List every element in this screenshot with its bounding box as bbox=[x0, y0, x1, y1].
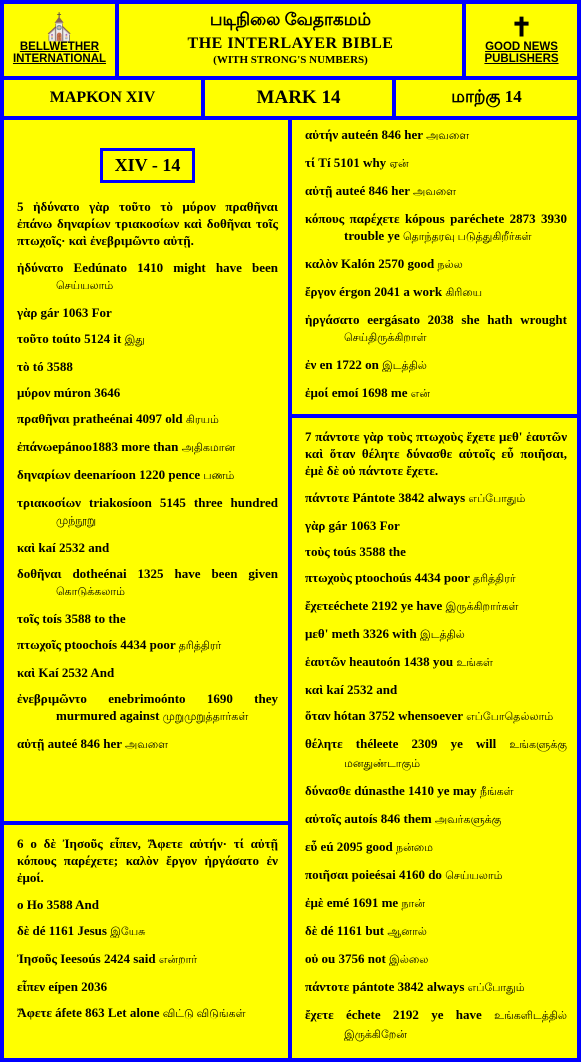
entry-tamil: தரித்திரர் bbox=[472, 573, 516, 585]
entry-tamil: உங்களுக்கு மனதுண்டாகும் bbox=[344, 739, 567, 770]
entry-tamil: நான் bbox=[401, 898, 425, 910]
entry-tamil: எப்போதெல்லாம் bbox=[466, 711, 554, 723]
verse-7-panel bbox=[292, 418, 577, 1058]
entry-greek-english: ὅταν hótan 3752 whensoever bbox=[305, 708, 463, 723]
entry-greek-english: αὐτῇ auteé 846 her bbox=[305, 183, 410, 198]
word-entry bbox=[17, 735, 278, 754]
word-entry bbox=[305, 182, 567, 201]
word-entry bbox=[17, 330, 278, 349]
word-entry bbox=[305, 1006, 567, 1044]
word-entry bbox=[305, 735, 567, 773]
entry-greek-english: ἔργον érgon 2041 a work bbox=[305, 284, 443, 299]
word-entry bbox=[17, 565, 278, 601]
word-entry bbox=[305, 154, 567, 173]
bellwether-emblem-icon: ⛪ bbox=[43, 13, 76, 42]
entry-tamil: கிரியை bbox=[445, 287, 483, 299]
entry-greek-english: τί Tí 5101 why bbox=[305, 155, 387, 170]
word-entry bbox=[305, 283, 567, 302]
word-entry bbox=[305, 489, 567, 508]
word-entry bbox=[17, 438, 278, 457]
entry-greek-english: εἶπεν eípen 2036 bbox=[17, 979, 108, 994]
entry-tamil: உங்கள் bbox=[456, 657, 493, 669]
bellwether-line1: BELLWETHER bbox=[19, 41, 100, 53]
entry-greek-english: ἑαυτῶν heautoón 1438 you bbox=[305, 654, 454, 669]
word-entry bbox=[305, 866, 567, 885]
word-entry bbox=[17, 690, 278, 726]
word-entry bbox=[305, 838, 567, 857]
word-entry bbox=[17, 978, 278, 995]
entry-greek-english: αὐτῇ auteé 846 her bbox=[17, 736, 122, 751]
word-entry bbox=[17, 410, 278, 429]
verse-6-entries bbox=[17, 896, 278, 1023]
entry-tamil: விட்டு விடுங்கள் bbox=[162, 1008, 246, 1020]
entry-tamil: செய்யலாம் bbox=[445, 870, 503, 882]
chapter-label: XIV - 14 bbox=[100, 148, 196, 183]
word-entry bbox=[17, 664, 278, 681]
entry-greek-english: τοὺς toús 3588 the bbox=[305, 544, 406, 559]
entry-tamil: அவளை bbox=[413, 186, 457, 198]
entry-tamil: பணம் bbox=[203, 470, 235, 482]
entry-greek-english: ἐνεβριμῶντο enebrimoónto 1690 they murmured against bbox=[17, 691, 278, 723]
entry-tamil: உங்களிடத்தில் இருக்கிறேன் bbox=[344, 1010, 567, 1041]
entry-greek-english: πτωχοὺς ptoochoús 4434 poor bbox=[305, 570, 470, 585]
title-english: THE INTERLAYER BIBLE bbox=[187, 35, 394, 52]
entry-greek-english: τριακοσίων triakosíoon 5145 three hundred bbox=[17, 495, 278, 510]
entry-greek-english: ἔχετε échete 2192 ye have bbox=[305, 1007, 482, 1022]
entry-greek-english: καὶ Kaí 2532 And bbox=[17, 665, 115, 680]
bellwether-line2: INTERNATIONAL bbox=[12, 53, 107, 65]
book-tamil-label: மாற்கு 14 bbox=[451, 87, 522, 106]
verse-5-panel bbox=[4, 120, 288, 821]
entry-greek-english: τοῦτο toúto 5124 it bbox=[17, 331, 122, 346]
word-entry bbox=[17, 1004, 278, 1023]
entry-greek-english: δηναρίων deenaríoon 1220 pence bbox=[17, 467, 201, 482]
entry-greek-english: γὰρ gár 1063 For bbox=[305, 518, 400, 533]
entry-greek-english: τοῖς toís 3588 to the bbox=[17, 611, 126, 626]
word-entry bbox=[305, 210, 567, 246]
entry-tamil: ஏன் bbox=[389, 158, 409, 170]
word-entry bbox=[305, 517, 567, 534]
word-entry bbox=[305, 597, 567, 616]
entry-greek-english: ἐν en 1722 on bbox=[305, 357, 379, 372]
entry-greek-english: τὸ tó 3588 bbox=[17, 359, 73, 374]
entry-greek-english: ἠργάσατο eergásato 2038 she hath wrought bbox=[305, 312, 567, 327]
entry-tamil: அவளை bbox=[426, 130, 470, 142]
entry-tamil: நல்ல bbox=[437, 259, 463, 271]
word-entry bbox=[305, 356, 567, 375]
book-english-label: MARK 14 bbox=[256, 87, 341, 108]
verse-7-text: 7 πάντοτε γὰρ τοὺς πτωχοὺς ἔχετε μεθ' ἑαυτῶν καὶ ὅταν θέλητε δύνασθε αὐτοῖς εὖ ποιῆσαι, ἐμὲ δὲ οὐ πάντοτε ἔχετε. bbox=[305, 429, 567, 478]
entry-tamil: செய்யலாம் bbox=[56, 280, 114, 292]
entry-tamil: இருக்கிறார்கள் bbox=[445, 601, 519, 613]
entry-greek-english: δὲ dé 1161 Jesus bbox=[17, 923, 107, 938]
title-tamil: படிநிலை வேதாகமம் bbox=[209, 10, 372, 29]
entry-greek-english: καὶ kaí 2532 and bbox=[305, 682, 398, 697]
word-entry bbox=[305, 625, 567, 644]
title-subtitle: (WITH STRONG'S NUMBERS) bbox=[213, 54, 368, 66]
entry-greek-english: μεθ' meth 3326 with bbox=[305, 626, 417, 641]
verse-6b-entries bbox=[305, 126, 567, 403]
entry-tamil: இயேசு bbox=[110, 926, 146, 938]
word-entry bbox=[305, 810, 567, 829]
entry-tamil: இல்லை bbox=[389, 954, 429, 966]
good-news-line2: PUBLISHERS bbox=[484, 53, 559, 65]
entry-greek-english: ἐμοί emoí 1698 me bbox=[305, 385, 408, 400]
entry-tamil: இடத்தில் bbox=[420, 629, 465, 641]
entry-tamil: தரித்திரர் bbox=[178, 640, 222, 652]
entry-greek-english: πτωχοῖς ptoochoís 4434 poor bbox=[17, 637, 176, 652]
entry-tamil: முறுமுறுத்தார்கள் bbox=[162, 711, 249, 723]
entry-greek-english: ποιῆσαι poieésai 4160 do bbox=[305, 867, 442, 882]
word-entry bbox=[305, 543, 567, 560]
entry-tamil: இடத்தில் bbox=[382, 360, 427, 372]
good-news-logo bbox=[466, 4, 577, 76]
entry-greek-english: ἠδύνατο Eedúnato 1410 might have been bbox=[17, 260, 278, 275]
entry-tamil: எப்போதும் bbox=[467, 982, 525, 994]
word-entry bbox=[305, 311, 567, 347]
word-entry bbox=[17, 358, 278, 375]
word-entry bbox=[305, 569, 567, 588]
word-entry bbox=[17, 950, 278, 969]
verse-6-continued-panel bbox=[292, 120, 577, 414]
entry-tamil: கிரயம் bbox=[185, 414, 219, 426]
entry-greek-english: θέλητε théleete 2309 ye will bbox=[305, 736, 497, 751]
verse-5-entries bbox=[17, 259, 278, 754]
entry-greek-english: μύρον múron 3646 bbox=[17, 385, 121, 400]
entry-greek-english: οὐ ou 3756 not bbox=[305, 951, 386, 966]
entry-greek-english: ο Ho 3588 And bbox=[17, 897, 99, 912]
book-tamil bbox=[396, 80, 577, 116]
word-entry bbox=[305, 681, 567, 698]
verse-6-panel bbox=[4, 825, 288, 1058]
entry-tamil: இது bbox=[124, 334, 145, 346]
word-entry bbox=[17, 896, 278, 913]
word-entry bbox=[17, 384, 278, 401]
entry-tamil: நீங்கள் bbox=[479, 786, 514, 798]
word-entry bbox=[17, 636, 278, 655]
verse-7-entries bbox=[305, 489, 567, 1044]
entry-greek-english: αὐτήν auteén 846 her bbox=[305, 127, 423, 142]
word-entry bbox=[305, 653, 567, 672]
word-entry bbox=[17, 304, 278, 321]
entry-greek-english: ἐπάνωepánoo1883 more than bbox=[17, 439, 179, 454]
word-entry bbox=[17, 259, 278, 295]
entry-tamil: அவளை bbox=[125, 739, 169, 751]
word-entry bbox=[17, 494, 278, 530]
entry-tamil: என்றார் bbox=[158, 954, 198, 966]
entry-tamil: கொடுக்கலாம் bbox=[56, 586, 125, 598]
entry-greek-english: Ἰησοῦς Ieesoús 2424 said bbox=[17, 951, 156, 966]
entry-tamil: அதிகமான bbox=[181, 442, 236, 454]
entry-greek-english: ἐμὲ emé 1691 me bbox=[305, 895, 399, 910]
word-entry bbox=[17, 610, 278, 627]
entry-tamil: என் bbox=[410, 388, 431, 400]
word-entry bbox=[305, 950, 567, 969]
entry-greek-english: δὲ dé 1161 but bbox=[305, 923, 385, 938]
entry-greek-english: γὰρ gár 1063 For bbox=[17, 305, 112, 320]
word-entry bbox=[305, 384, 567, 403]
entry-greek-english: ἔχετεéchete 2192 ye have bbox=[305, 598, 443, 613]
entry-tamil: செய்திருக்கிறாள் bbox=[344, 332, 427, 344]
entry-greek-english: καλὸν Kalón 2570 good bbox=[305, 256, 435, 271]
entry-tamil: நன்மை bbox=[396, 842, 434, 854]
word-entry bbox=[17, 466, 278, 485]
entry-greek-english: εὖ eú 2095 good bbox=[305, 839, 393, 854]
entry-greek-english: κόπους παρέχετε kópous paréchete 2873 3930 trouble ye bbox=[305, 211, 567, 243]
entry-greek-english: πραθῆναι pratheénai 4097 old bbox=[17, 411, 183, 426]
word-entry bbox=[17, 922, 278, 941]
entry-greek-english: αὐτοῖς autoís 846 them bbox=[305, 811, 432, 826]
entry-tamil: அவர்களுக்கு bbox=[434, 814, 502, 826]
entry-tamil: முந்நூறு bbox=[56, 515, 97, 527]
entry-greek-english: πάντοτε Pántote 3842 always bbox=[305, 490, 466, 505]
entry-tamil: ஆனால் bbox=[387, 926, 427, 938]
book-english bbox=[205, 80, 392, 116]
entry-greek-english: καὶ kaí 2532 and bbox=[17, 540, 110, 555]
word-entry bbox=[305, 894, 567, 913]
verse-6-text: 6 ο δὲ Ἰησοῦς εἶπεν, Ἄφετε αὐτήν· τί αὐτῇ κόπους παρέχετε; καλὸν ἔργον ἠργάσατο ἐν ἐμοί. bbox=[17, 836, 278, 885]
book-greek bbox=[4, 80, 201, 116]
entry-greek-english: δοθῆναι dotheénai 1325 have been given bbox=[17, 566, 278, 581]
book-greek-label: ΜΑΡΚΟΝ XIV bbox=[49, 89, 156, 106]
entry-greek-english: πάντοτε pántote 3842 always bbox=[305, 979, 465, 994]
word-entry bbox=[305, 707, 567, 726]
good-news-line1: GOOD NEWS bbox=[485, 41, 558, 53]
word-entry bbox=[305, 126, 567, 145]
entry-tamil: தொந்தரவு படுத்துகிறீர்கள் bbox=[402, 231, 532, 243]
word-entry bbox=[17, 539, 278, 556]
entry-greek-english: δύνασθε dúnasthe 1410 ye may bbox=[305, 783, 477, 798]
word-entry bbox=[305, 255, 567, 274]
verse-5-text: 5 ἠδύνατο γὰρ τοῦτο τὸ μύρον πραθῆναι ἐπάνω δηναρίων τριακοσίων καὶ δοθῆναι τοῖς πτωχοῖς· καὶ ἐνεβριμῶντο αὐτῇ. bbox=[17, 199, 278, 248]
word-entry bbox=[305, 922, 567, 941]
word-entry bbox=[305, 782, 567, 801]
entry-tamil: எப்போதும் bbox=[468, 493, 526, 505]
entry-greek-english: Ἄφετε áfete 863 Let alone bbox=[17, 1005, 160, 1020]
bellwether-logo bbox=[4, 4, 115, 76]
good-news-emblem-icon: ✝ bbox=[510, 13, 533, 42]
word-entry bbox=[305, 978, 567, 997]
page-title-block bbox=[119, 4, 462, 76]
